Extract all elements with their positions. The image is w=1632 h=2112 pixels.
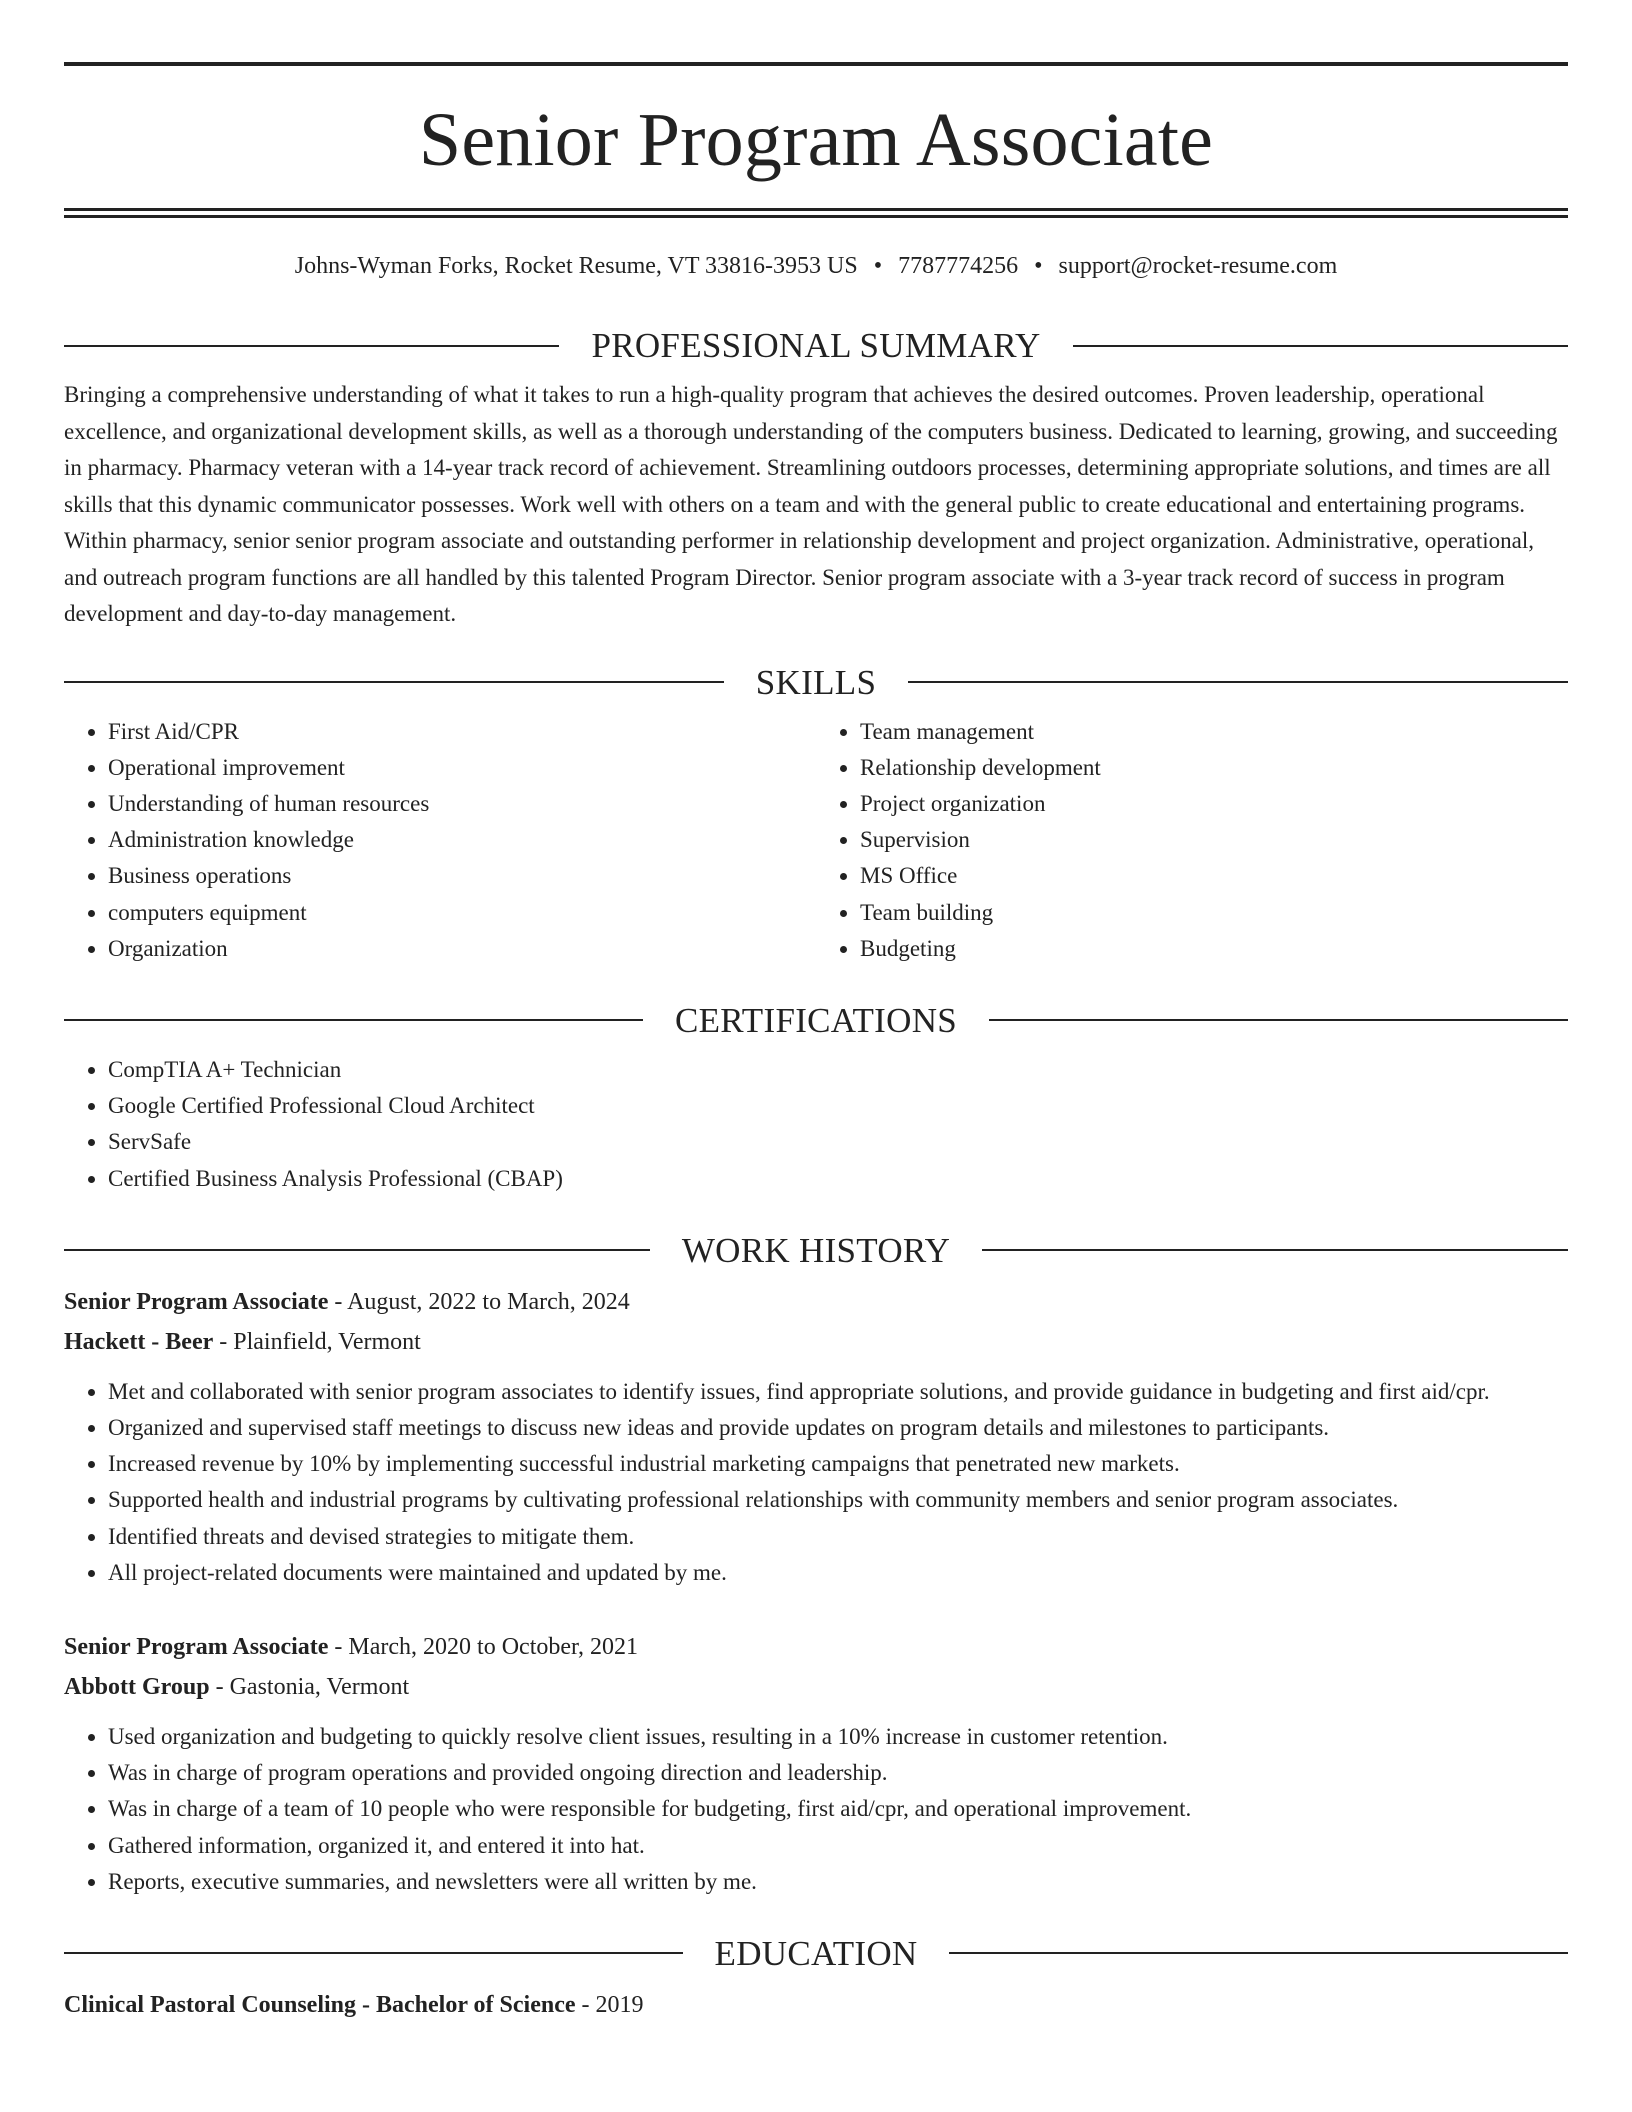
- job-entry: [64, 1282, 1568, 1591]
- job-bullets: [64, 1374, 1568, 1591]
- skill-item: • Operational improvement: [108, 750, 816, 786]
- skill-item: • Budgeting: [860, 931, 1568, 967]
- job-bullet: • All project-related documents were maintained and updated by me.: [108, 1555, 1568, 1591]
- job-bullet: • Organized and supervised staff meetings to discuss new ideas and provide updates on program details and milestones to participants.: [108, 1410, 1568, 1446]
- skill-item: • MS Office: [860, 858, 1568, 894]
- section-title: PROFESSIONAL SUMMARY: [591, 326, 1041, 365]
- job-title-line: [64, 1282, 1568, 1322]
- section-rule: [982, 1249, 1568, 1251]
- job-bullet: • Met and collaborated with senior program associates to identify issues, find appropriate solutions, and provide guidance in budgeting and first aid/cpr.: [108, 1374, 1568, 1410]
- job-bullet: • Increased revenue by 10% by implementing successful industrial marketing campaigns that penetrated new markets.: [108, 1446, 1568, 1482]
- job-entry: [64, 1627, 1568, 1900]
- contact-separator: •: [873, 253, 883, 279]
- skills-column-1: [64, 714, 816, 967]
- skill-item: • Administration knowledge: [108, 822, 816, 858]
- certification-item: • CompTIA A+ Technician: [108, 1052, 1568, 1088]
- job-bullet: • Was in charge of a team of 10 people who were responsible for budgeting, first aid/cpr, and operational improvement.: [108, 1791, 1568, 1827]
- job-location: - Plainfield, Vermont: [213, 1328, 421, 1355]
- education-year: - 2019: [575, 1991, 644, 2018]
- double-rule: [64, 208, 1568, 218]
- skills-column-2: [816, 714, 1568, 967]
- contact-address: Johns-Wyman Forks, Rocket Resume, VT 33816-3953 US: [294, 253, 858, 279]
- section-rule: [64, 1019, 643, 1021]
- section-title: WORK HISTORY: [681, 1230, 951, 1270]
- contact-phone: 7787774256: [898, 253, 1019, 279]
- section-rule: [64, 345, 559, 347]
- section-header-skills: [64, 662, 1568, 702]
- job-dates: - August, 2022 to March, 2024: [328, 1288, 630, 1315]
- work-history: [64, 1282, 1568, 1900]
- section-rule: [989, 1019, 1568, 1021]
- job-bullet: • Identified threats and devised strategies to mitigate them.: [108, 1519, 1568, 1555]
- job-bullet: • Gathered information, organized it, and entered it into hat.: [108, 1828, 1568, 1864]
- section-title: EDUCATION: [714, 1933, 918, 1973]
- job-bullet: • Was in charge of program operations and provided ongoing direction and leadership.: [108, 1755, 1568, 1791]
- section-rule: [908, 681, 1568, 683]
- contact-email: support@rocket-resume.com: [1058, 253, 1338, 279]
- skill-item: • Business operations: [108, 858, 816, 894]
- certification-item: • Certified Business Analysis Professional (CBAP): [108, 1161, 1568, 1197]
- section-header-work: [64, 1230, 1568, 1270]
- section-rule: [64, 1952, 683, 1954]
- skill-item: • Project organization: [860, 786, 1568, 822]
- top-rule: [64, 62, 1568, 66]
- job-company: Abbott Group: [64, 1673, 210, 1700]
- job-title: Senior Program Associate: [64, 1288, 329, 1315]
- skill-item: • Supervision: [860, 822, 1568, 858]
- skill-item: • First Aid/CPR: [108, 714, 816, 750]
- skill-item: • Understanding of human resources: [108, 786, 816, 822]
- job-location: - Gastonia, Vermont: [209, 1673, 410, 1700]
- education-degree: Clinical Pastoral Counseling - Bachelor of Science: [64, 1991, 576, 2018]
- section-title: SKILLS: [755, 662, 877, 702]
- certification-item: • ServSafe: [108, 1124, 1568, 1160]
- summary-text: Bringing a comprehensive understanding of what it takes to run a high-quality program that achieves the desired outcomes. Proven leadership, operational excellence, and organizational development skills, as well as a thorough understanding of the computers business. Dedicated to learning, growing, and succeeding in pharmacy. Pharmacy veteran with a 14-year track record of achievement. Streamlining outdoors processes, determining appropriate solutions, and times are all skills that this dynamic communicator possesses. Work well with others on a team and with the general public to create educational and entertaining programs. Within pharmacy, senior senior program associate and outstanding performer in relationship development and project organization. Administrative, operational, and outreach program functions are all handled by this talented Program Director. Senior program associate with a 3-year track record of success in program development and day-to-day management.: [64, 382, 1558, 626]
- certification-item: • Google Certified Professional Cloud Architect: [108, 1088, 1568, 1124]
- contact-separator: •: [1034, 253, 1043, 279]
- job-company: Hackett - Beer: [64, 1328, 214, 1355]
- skill-item: • Organization: [108, 931, 816, 967]
- certifications-list: [64, 1052, 1568, 1197]
- resume-page: [64, 62, 1568, 2025]
- section-header-summary: [64, 328, 1568, 363]
- job-company-line: [64, 1667, 1568, 1707]
- skill-item: • Relationship development: [860, 750, 1568, 786]
- job-bullet: • Used organization and budgeting to quickly resolve client issues, resulting in a 10% increase in customer retention.: [108, 1719, 1568, 1755]
- job-bullet: • Supported health and industrial programs by cultivating professional relationships with community members and senior program associates.: [108, 1482, 1568, 1518]
- section-rule: [949, 1952, 1568, 1954]
- skills-list: [64, 714, 1568, 967]
- skill-item: • Team building: [860, 895, 1568, 931]
- section-rule: [64, 1249, 650, 1251]
- education-entry: [64, 1985, 1568, 2025]
- job-bullet: • Reports, executive summaries, and newsletters were all written by me.: [108, 1864, 1568, 1900]
- section-rule: [64, 681, 724, 683]
- section-header-education: [64, 1933, 1568, 1973]
- job-title: Senior Program Associate: [64, 1633, 329, 1660]
- job-dates: - March, 2020 to October, 2021: [328, 1633, 639, 1660]
- job-company-line: [64, 1322, 1568, 1362]
- section-header-certifications: [64, 1000, 1568, 1040]
- job-title-line: [64, 1627, 1568, 1667]
- skill-item: • computers equipment: [108, 895, 816, 931]
- section-rule: [1073, 345, 1568, 347]
- skill-item: • Team management: [860, 714, 1568, 750]
- resume-name: Senior Program Associate: [418, 98, 1214, 182]
- job-bullets: [64, 1719, 1568, 1900]
- section-title: CERTIFICATIONS: [674, 1000, 958, 1040]
- contact-line: [64, 254, 1568, 278]
